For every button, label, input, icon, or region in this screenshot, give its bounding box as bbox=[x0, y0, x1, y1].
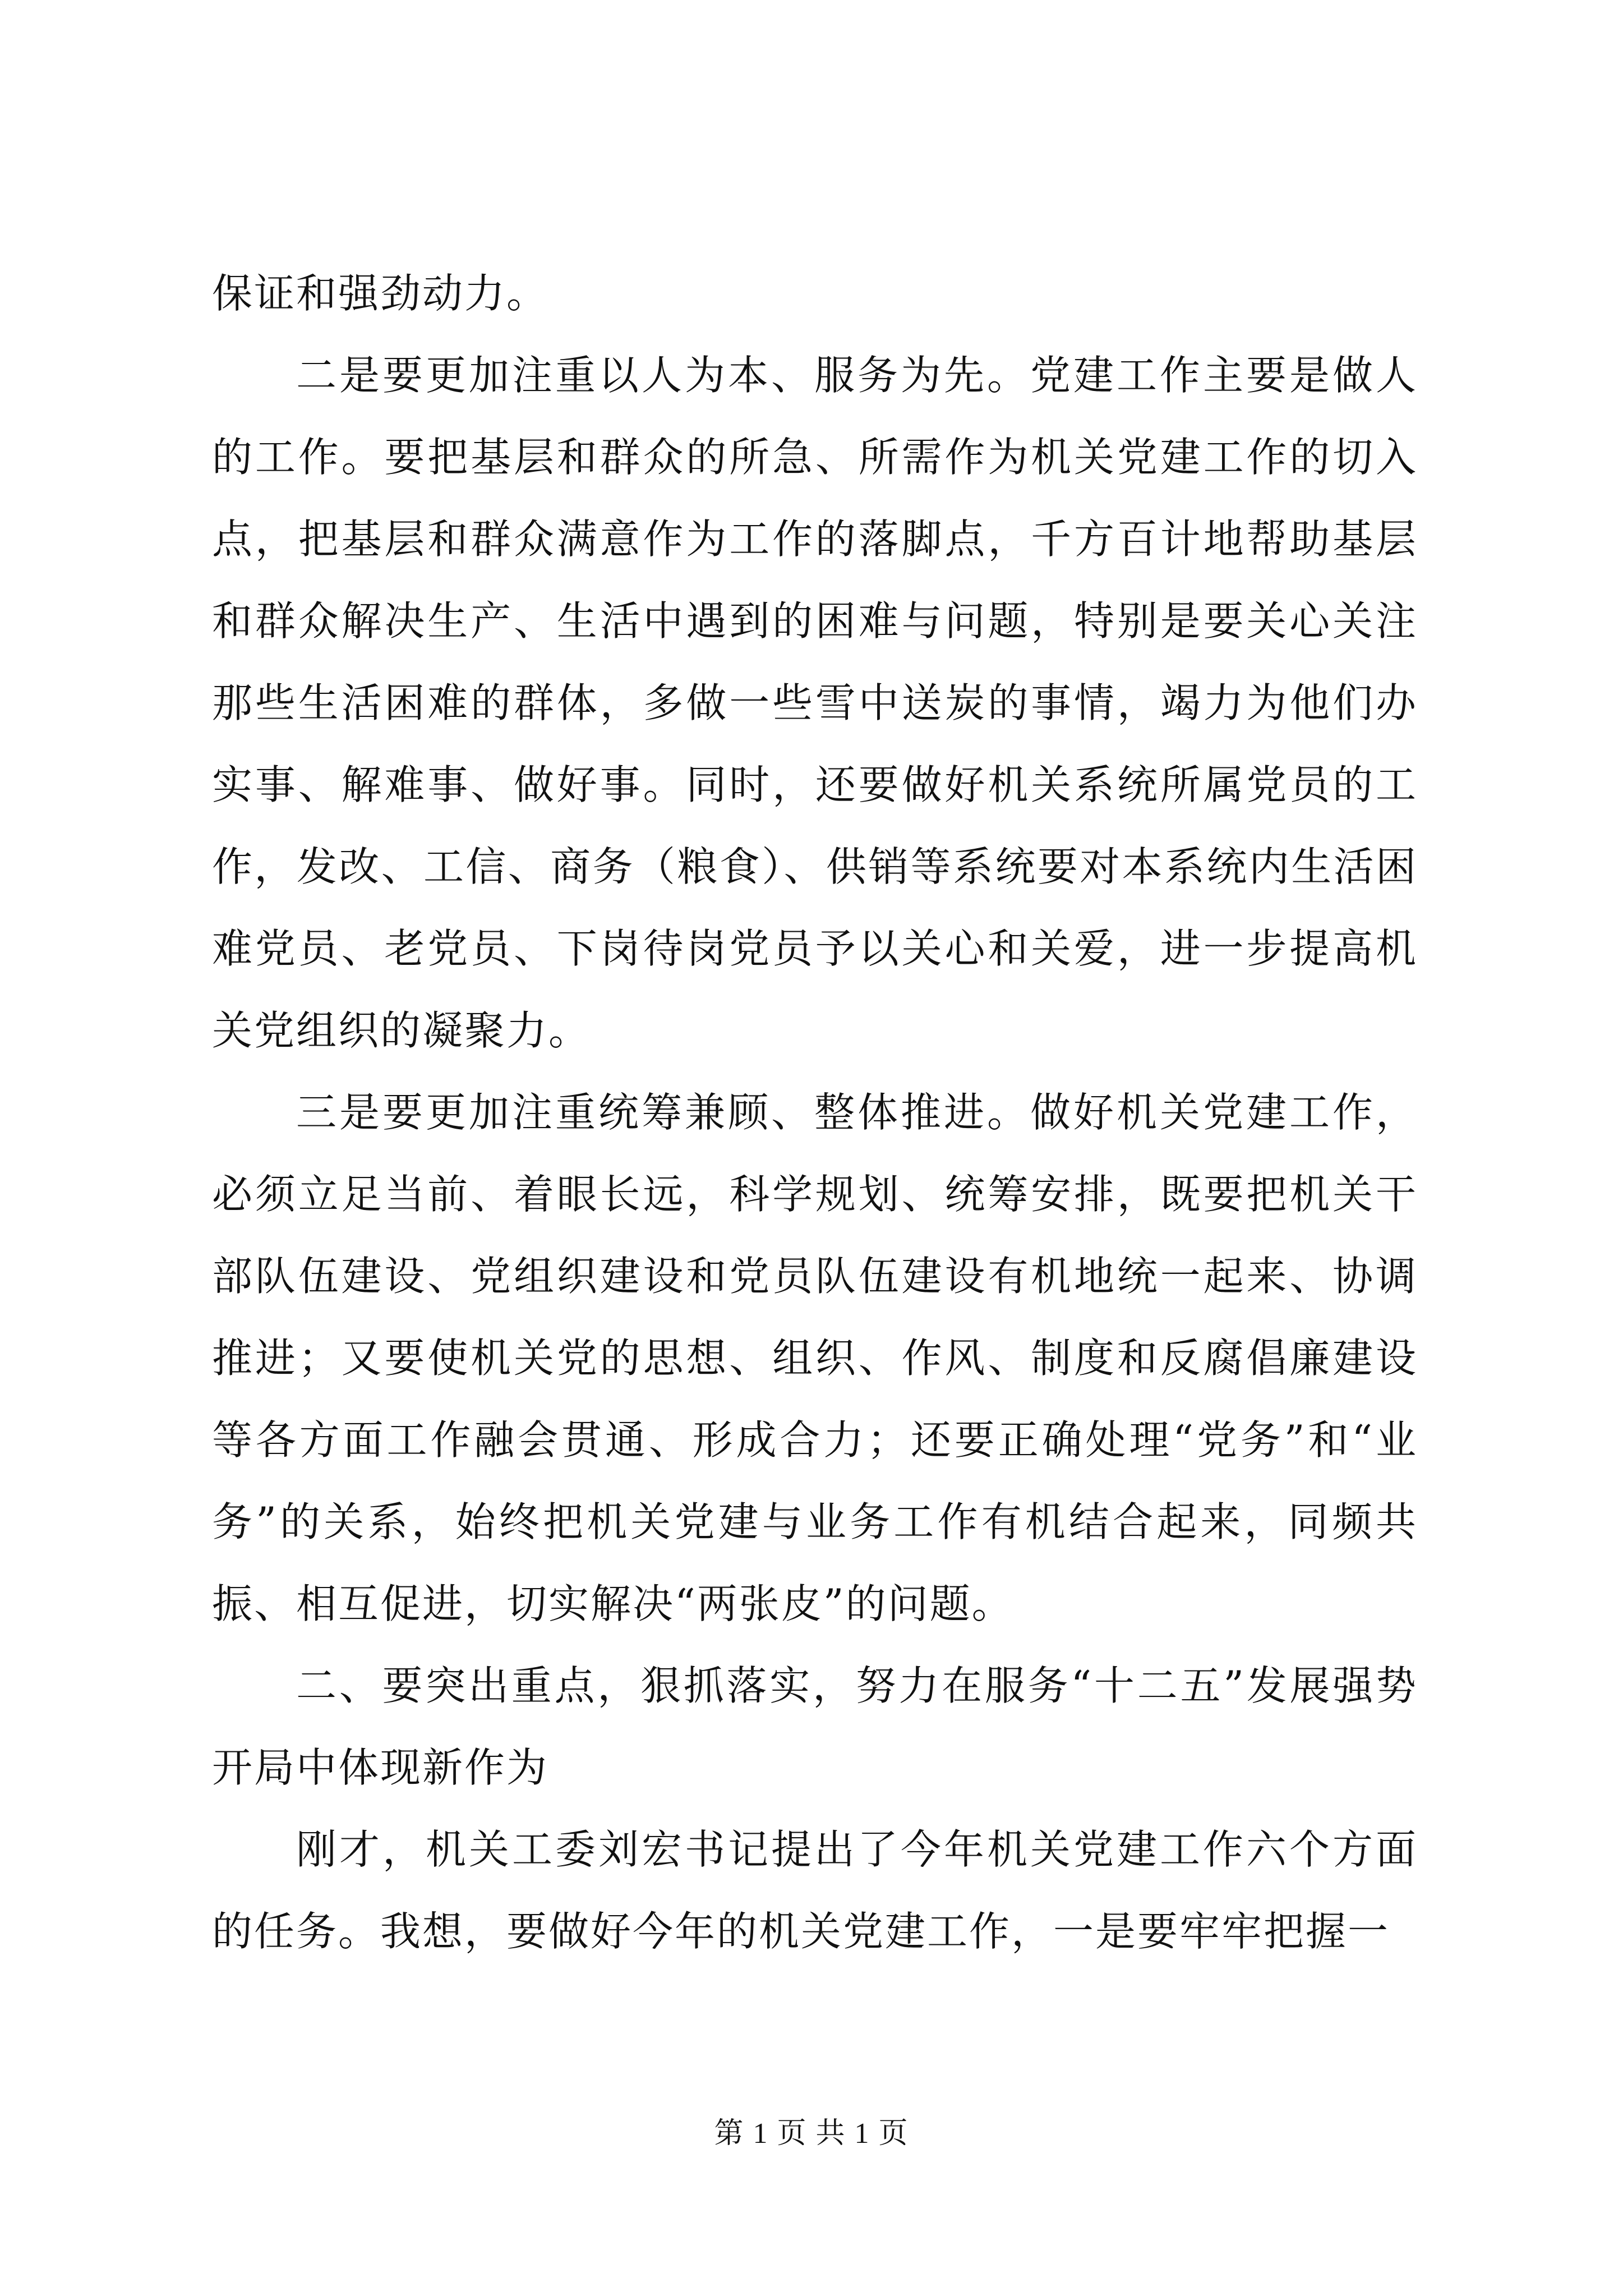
paragraph-4: 刚才，机关工委刘宏书记提出了今年机关党建工作六个方面的任务。我想，要做好今年的机关党建工作，一是要牢牢把握一 bbox=[212, 1826, 1418, 1955]
paragraph-2: 二是要更加注重以人为本、服务为先。党建工作主要是做人的工作。要把基层和群众的所急、所需作为机关党建工作的切入点，把基层和群众满意作为工作的落脚点，千方百计地帮助基层和群众解决生产、生活中遇到的困难与问题，特别是要关心关注那些生活困难的群体，多做一些雪中送炭的事情，竭力为他们办实事、解难事、做好事。同时，还要做好机关系统所属党员的工作，发改、工信、商务（粮食）、供销等系统要对本系统内生活困难党员、老党员、下岗待岗党员予以关心和关爱，进一步提高机关党组织的凝聚力。 bbox=[212, 352, 1418, 1054]
section-heading: 二、要突出重点，狠抓落实，努力在服务“十二五”发展强势开局中体现新作为 bbox=[212, 1662, 1418, 1791]
page-footer: 第 1 页 共 1 页 bbox=[714, 2118, 909, 2150]
document-body bbox=[212, 252, 1418, 1972]
paragraph-1: 保证和强劲动力。 bbox=[212, 270, 549, 317]
paragraph-3: 三是要更加注重统筹兼顾、整体推进。做好机关党建工作，必须立足当前、着眼长远，科学规划、统筹安排，既要把机关干部队伍建设、党组织建设和党员队伍建设有机地统一起来、协调推进；又要使机关党的思想、组织、作风、制度和反腐倡廉建设等各方面工作融会贯通、形成合力；还要正确处理“党务”和“业务”的关系，始终把机关党建与业务工作有机结合起来，同频共振、相互促进，切实解决“两张皮”的问题。 bbox=[212, 1089, 1418, 1627]
